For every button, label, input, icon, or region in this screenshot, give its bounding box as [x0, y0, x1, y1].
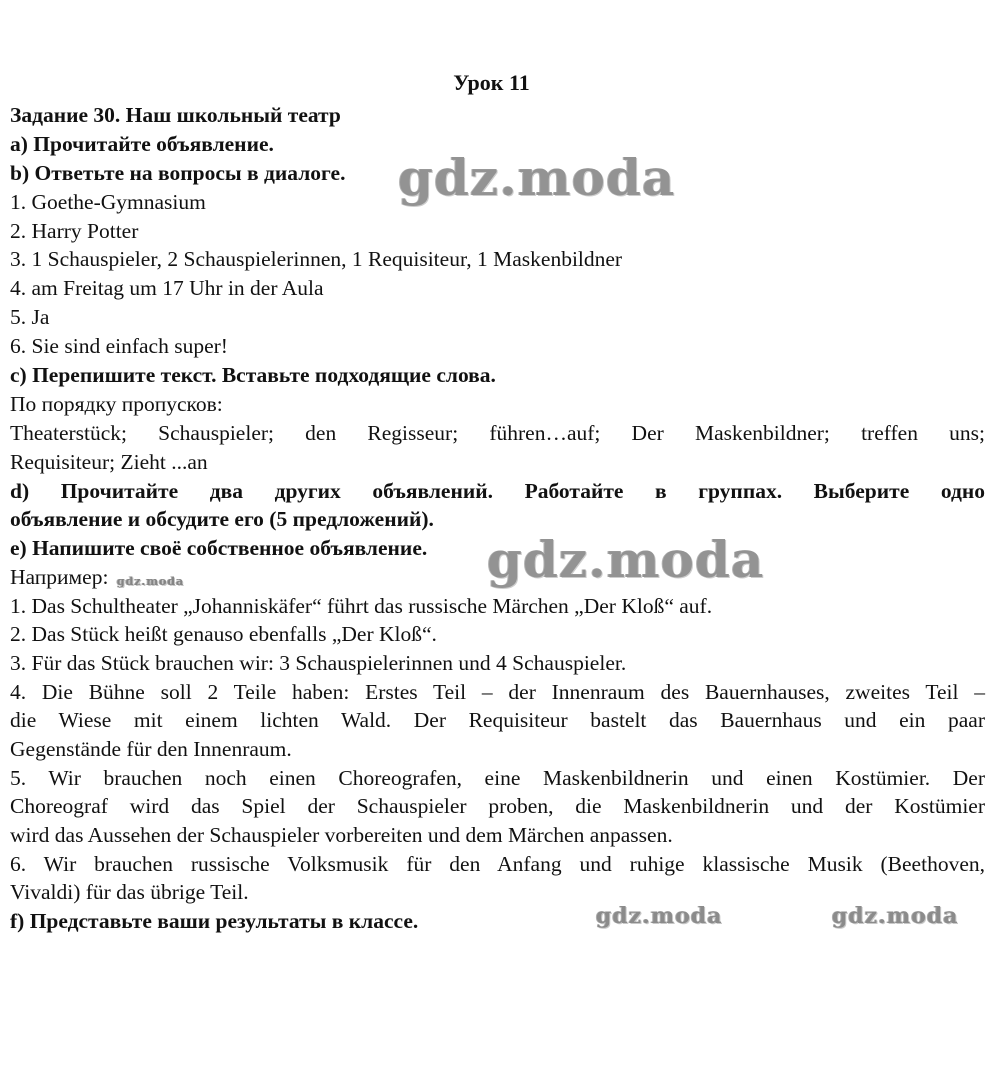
example-4-line2: die Wiese mit einem lichten Wald. Der Requisiteur bastelt das Bauernhaus und ein paar: [10, 708, 985, 732]
answer-b3: 3. 1 Schauspieler, 2 Schauspielerinnen, 1 Requisiteur, 1 Maskenbildner: [10, 247, 623, 271]
answer-b6: 6. Sie sind einfach super!: [10, 334, 228, 358]
example-5-line2: Choreograf wird das Spiel der Schauspieler proben, die Maskenbildnerin und der Kostümier: [10, 794, 985, 818]
part-a-heading: a) Прочитайте объявление.: [10, 132, 274, 156]
watermark-small-right: gdz.moda: [832, 903, 959, 929]
part-e-intro: Например:: [10, 565, 109, 589]
part-c-heading: c) Перепишите текст. Вставьте подходящие слова.: [10, 363, 496, 387]
part-f-heading: f) Представьте ваши результаты в классе.: [10, 909, 419, 933]
answer-b1: 1. Goethe-Gymnasium: [10, 190, 206, 214]
lesson-title: Урок 11: [453, 70, 530, 95]
example-5-line3: wird das Aussehen der Schauspieler vorbereiten und dem Märchen anpassen.: [10, 823, 673, 847]
part-b-heading: b) Ответьте на вопросы в диалоге.: [10, 161, 346, 185]
example-6-line2: Vivaldi) für das übrige Teil.: [10, 880, 249, 904]
example-1: 1. Das Schultheater „Johanniskäfer“ führt das russische Märchen „Der Kloß“ auf.: [10, 594, 713, 618]
example-5-line1: 5. Wir brauchen noch einen Choreografen, eine Maskenbildnerin und einen Kostümier. Der: [10, 766, 985, 790]
part-e-heading: e) Напишите своё собственное объявление.: [10, 536, 428, 560]
example-4-line1: 4. Die Bühne soll 2 Teile haben: Erstes Teil – der Innenraum des Bauernhauses, zweites Teil –: [10, 680, 985, 704]
part-c-answer-line2: Requisiteur; Zieht ...an: [10, 450, 208, 474]
part-d-heading-line1: d) Прочитайте два других объявлений. Работайте в группах. Выберите одно: [10, 479, 985, 503]
watermark-large-top: gdz.moda: [398, 148, 676, 207]
watermark-tiny: gdz.moda: [117, 575, 185, 588]
answer-b4: 4. am Freitag um 17 Uhr in der Aula: [10, 276, 324, 300]
part-c-answer-line1: Theaterstück; Schauspieler; den Regisseur; führen…auf; Der Maskenbildner; treffen uns;: [10, 421, 985, 445]
watermark-large-middle: gdz.moda: [487, 530, 765, 589]
part-d-heading-line2: объявление и обсудите его (5 предложений).: [10, 507, 434, 531]
example-2: 2. Das Stück heißt genauso ebenfalls „Der Kloß“.: [10, 622, 437, 646]
answer-b5: 5. Ja: [10, 305, 50, 329]
example-4-line3: Gegenstände für den Innenraum.: [10, 737, 292, 761]
example-3: 3. Für das Stück brauchen wir: 3 Schauspielerinnen und 4 Schauspieler.: [10, 651, 627, 675]
part-c-intro: По порядку пропусков:: [10, 392, 223, 416]
answer-b2: 2. Harry Potter: [10, 219, 139, 243]
watermark-small-left: gdz.moda: [596, 903, 723, 929]
task-heading: Задание 30. Наш школьный театр: [10, 103, 341, 127]
example-6-line1: 6. Wir brauchen russische Volksmusik für den Anfang und ruhige klassische Musik (Beethoven,: [10, 852, 985, 876]
